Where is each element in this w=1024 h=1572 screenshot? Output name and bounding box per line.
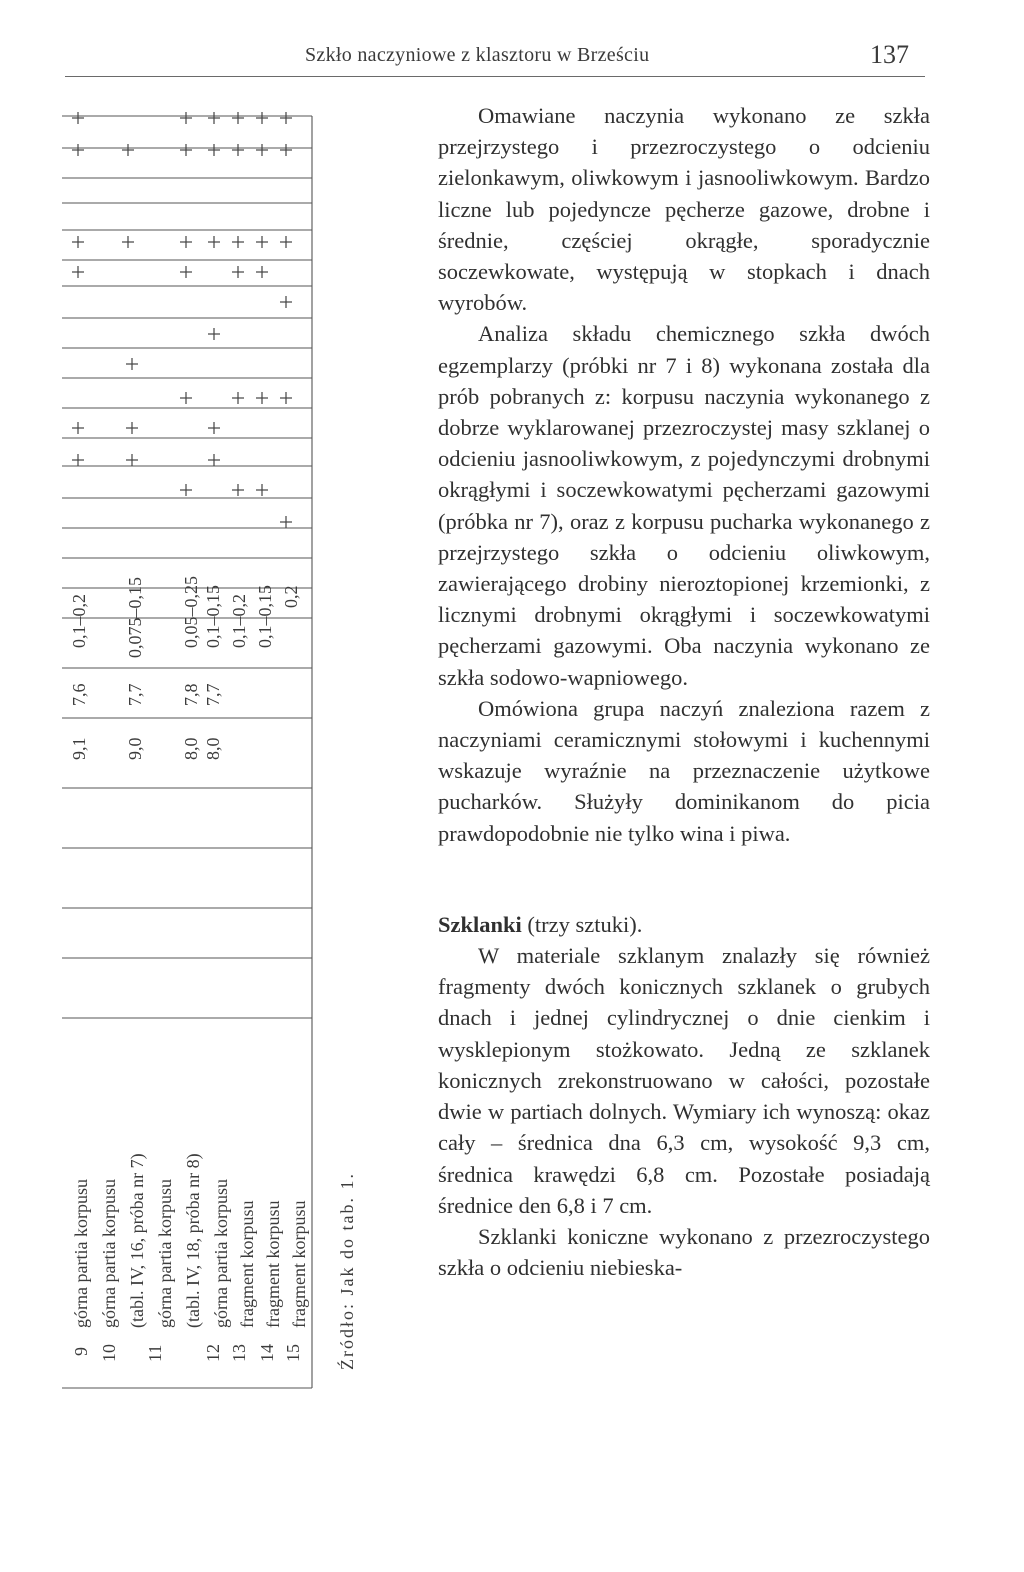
value-cell: 0,05–0,25 (181, 576, 201, 648)
header-rule (65, 76, 925, 77)
value-cell: 0,1–0,2 (69, 594, 89, 648)
plus-mark (232, 484, 244, 496)
plus-mark (256, 144, 268, 156)
paragraph: Omówiona grupa naczyń znaleziona razem z naczyniami ceramicznymi stołowymi i kuchennymi wskazuje wyraźnie na przeznaczenie użytkowe pucharków. Służyły dominikanom do picia prawdopodobnie nie tylko wina i piwa. (438, 695, 930, 846)
plus-mark (126, 454, 138, 466)
rotated-table (60, 88, 357, 1388)
plus-mark (122, 144, 134, 156)
value-cell: 0,1–0,2 (229, 594, 249, 648)
value-cell: 9,0 (125, 737, 145, 760)
plus-mark (72, 236, 84, 248)
plus-mark (208, 144, 220, 156)
row-number: 11 (145, 1344, 165, 1362)
plus-mark (180, 236, 192, 248)
row-description: górna partia korpusu (99, 1179, 119, 1328)
plus-mark (256, 112, 268, 124)
row-description: fragment korpusu (289, 1200, 309, 1328)
plus-mark (180, 144, 192, 156)
section-heading-line (438, 909, 930, 940)
running-head (0, 40, 1024, 74)
section-heading: Szklanki (438, 911, 522, 937)
plus-mark (232, 112, 244, 124)
plus-mark (122, 236, 134, 248)
value-cell: 8,0 (203, 737, 223, 760)
value-cell: 0,075–0,15 (125, 577, 145, 658)
plus-mark (208, 422, 220, 434)
plus-mark (256, 484, 268, 496)
running-title: Szkło naczyniowe z klasztoru w Brześciu (305, 44, 650, 66)
paragraph: Analiza składu chemicznego szkła dwóch egzemplarzy (próbki nr 7 i 8) wykonana została dla prób pobranych z: korpusu naczynia wykonanego z dobrze wyklarowanej przezroczystej masy szklanej o odcieniu jasnooliwkowym, z pojedynczymi drobnymi okrągłymi i soczewkowatymi pęcherzami gazowymi (próbka nr 7), oraz z korpusu pucharka wykonanego z przejrzystego szkła o odcieniu oliwkowym, zawierającego drobiny nieroztopionej krzemionki, z licznymi drobnymi okrągłymi i soczewkowatymi pęcherzami gazowymi. Oba naczynia wykonano ze szkła sodowo-wapniowego. (438, 321, 930, 690)
row-description: górna partia korpusu (71, 1179, 91, 1328)
paragraph: W materiale szklanym znalazły się również fragmenty dwóch konicznych szklanek o grubych dnach i jednej cylindrycznej o dnie cienkim i wysklepionym stożkowato. Jedną ze szklanek konicznych zrekonstruowano w całości, pozostałe dwie w partiach dolnych. Wymiary ich wynoszą: okaz cały – średnica dna 6,3 cm, wysokość 9,3 cm, średnica krawędzi 6,8 cm. Pozostałe posiadają średnice den 6,8 i 7 cm. (438, 943, 930, 1218)
row-number: 9 (71, 1347, 91, 1356)
page-number: 137 (870, 40, 909, 69)
body-text (438, 100, 930, 1283)
row-description: górna partia korpusu (211, 1179, 231, 1328)
plus-mark (72, 144, 84, 156)
plus-mark (256, 392, 268, 404)
value-cell: 7,6 (69, 683, 89, 706)
plus-mark (72, 266, 84, 278)
row-description: górna partia korpusu (155, 1179, 175, 1328)
plus-mark (280, 236, 292, 248)
row-description: (tabl. IV, 16, próba nr 7) (127, 1153, 147, 1328)
plus-mark (180, 484, 192, 496)
plus-mark (280, 516, 292, 528)
plus-mark (72, 422, 84, 434)
plus-mark (208, 236, 220, 248)
value-cell: 8,0 (181, 737, 201, 760)
plus-mark (72, 454, 84, 466)
plus-mark (208, 328, 220, 340)
plus-mark (208, 112, 220, 124)
plus-mark (180, 392, 192, 404)
plus-mark (232, 392, 244, 404)
plus-mark (208, 454, 220, 466)
paragraph: Omawiane naczynia wykonano ze szkła przejrzystego i przezroczystego o odcieniu zielonkawym, oliwkowym i jasnooliwkowym. Bardzo liczne lub pojedyncze pęcherze gazowe, drobne i średnie, częściej okrągłe, sporadycznie soczewkowate, występują w stopkach i dnach wyrobów. (438, 103, 930, 316)
plus-mark (256, 266, 268, 278)
value-cell: 9,1 (69, 737, 89, 760)
row-description: fragment korpusu (263, 1200, 283, 1328)
value-cell: 7,7 (203, 683, 223, 706)
plus-mark (280, 392, 292, 404)
plus-mark (280, 296, 292, 308)
row-number: 15 (283, 1344, 303, 1362)
paragraph: Szklanki koniczne wykonano z przezroczystego szkła o odcieniu niebieska- (438, 1223, 930, 1281)
plus-mark (256, 236, 268, 248)
section-gap (438, 849, 930, 909)
section-heading-note: (trzy sztuki). (521, 911, 643, 937)
row-number: 14 (257, 1344, 277, 1362)
source-note: Źródło: Jak do tab. 1. (337, 1172, 357, 1370)
row-description: (tabl. IV, 18, próba nr 8) (183, 1153, 203, 1328)
value-cell: 0,2 (281, 585, 301, 608)
plus-mark (126, 358, 138, 370)
value-cell: 0,1–0,15 (255, 585, 275, 648)
row-number: 13 (229, 1344, 249, 1362)
plus-mark (126, 422, 138, 434)
value-cell: 7,8 (181, 683, 201, 706)
value-cell: 7,7 (125, 683, 145, 706)
plus-mark (72, 112, 84, 124)
plus-mark (280, 112, 292, 124)
plus-mark (280, 144, 292, 156)
row-description: fragment korpusu (237, 1200, 257, 1328)
row-number: 10 (99, 1344, 119, 1362)
value-cell: 0,1–0,15 (203, 585, 223, 648)
plus-mark (232, 236, 244, 248)
plus-mark (180, 112, 192, 124)
plus-mark (232, 266, 244, 278)
plus-mark (232, 144, 244, 156)
row-number: 12 (203, 1344, 223, 1362)
plus-mark (180, 266, 192, 278)
